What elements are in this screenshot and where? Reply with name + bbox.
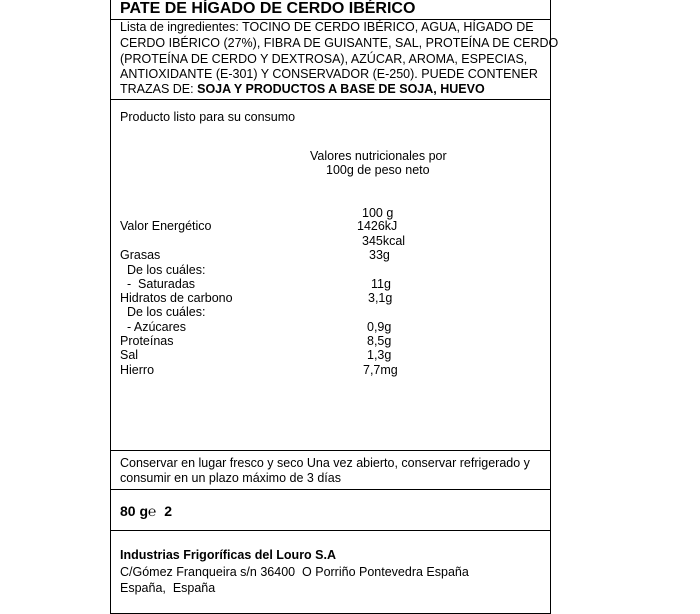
estimated-mark-icon: ℮ (148, 503, 157, 519)
storage-divider (110, 489, 551, 490)
nutrition-row-label: Hidratos de carbono (120, 291, 233, 305)
nutrition-row-label: De los cuáles: (120, 305, 206, 319)
ingredients-line: ANTIOXIDANTE (E-301) Y CONSERVADOR (E-250). PUEDE CONTENER (120, 67, 538, 81)
ingredients-line: Lista de ingredientes: TOCINO DE CERDO IBÉRICO, AGUA, HÍGADO DE (120, 20, 534, 34)
storage-line: consumir en un plazo máximo de 3 días (120, 471, 341, 485)
manufacturer-country: España, España (120, 581, 216, 595)
traces-line (120, 82, 485, 97)
nutrition-row-value: 1426kJ (357, 219, 398, 233)
nutrition-row-label: Sal (120, 348, 139, 362)
traces-prefix: TRAZAS DE: (120, 82, 194, 96)
nutrition-row-label: - Saturadas (120, 277, 196, 291)
nutrition-column-header: 100 g (362, 206, 394, 220)
nutrition-row-label: Valor Energético (120, 219, 212, 233)
nutrition-row-value: 0,9g (367, 320, 392, 334)
nutrition-divider (110, 450, 551, 451)
traces-allergens: SOJA Y PRODUCTOS A BASE DE SOJA, HUEVO (197, 82, 485, 96)
manufacturer-address: C/Gómez Franqueira s/n 36400 O Porriño Pontevedra España (120, 565, 469, 579)
nutrition-row-value: 1,3g (367, 348, 392, 362)
nutrition-row-value: 3,1g (368, 291, 393, 305)
nutrition-row-label: Hierro (120, 363, 155, 377)
nutrition-row-label: De los cuáles: (120, 263, 206, 277)
manufacturer-name: Industrias Frigoríficas del Louro S.A (120, 548, 337, 562)
nutrition-row-value: 8,5g (367, 334, 392, 348)
usage-text: Producto listo para su consumo (120, 110, 296, 124)
product-title: PATE DE HÍGADO DE CERDO IBÉRICO (120, 0, 416, 17)
nutrition-header-line2: 100g de peso neto (326, 163, 430, 177)
units-count: 2 (164, 503, 172, 519)
nutrition-row-value: 7,7mg (363, 363, 398, 377)
ingredients-line: CERDO IBÉRICO (27%), FIBRA DE GUISANTE, SAL, PROTEÍNA DE CERDO (120, 36, 559, 50)
ingredients-line: (PROTEÍNA DE CERDO Y DEXTROSA), AZÚCAR, AROMA, ESPECIAS, (120, 52, 528, 66)
ingredients-divider (110, 99, 551, 100)
nutrition-row-value: 11g (371, 277, 391, 291)
weight-divider (110, 530, 551, 531)
nutrition-row-value: 345kcal (362, 234, 406, 248)
nutrition-row-label: Proteínas (120, 334, 174, 348)
nutrition-row-label: - Azúcares (120, 320, 186, 334)
nutrition-header-line1: Valores nutricionales por (310, 149, 447, 163)
net-weight: 80 g (120, 503, 149, 519)
nutrition-row-value: 33g (369, 248, 390, 262)
nutrition-row-label: Grasas (120, 248, 161, 262)
storage-line: Conservar en lugar fresco y seco Una vez abierto, conservar refrigerado y (120, 456, 530, 470)
net-weight-line (120, 503, 172, 519)
